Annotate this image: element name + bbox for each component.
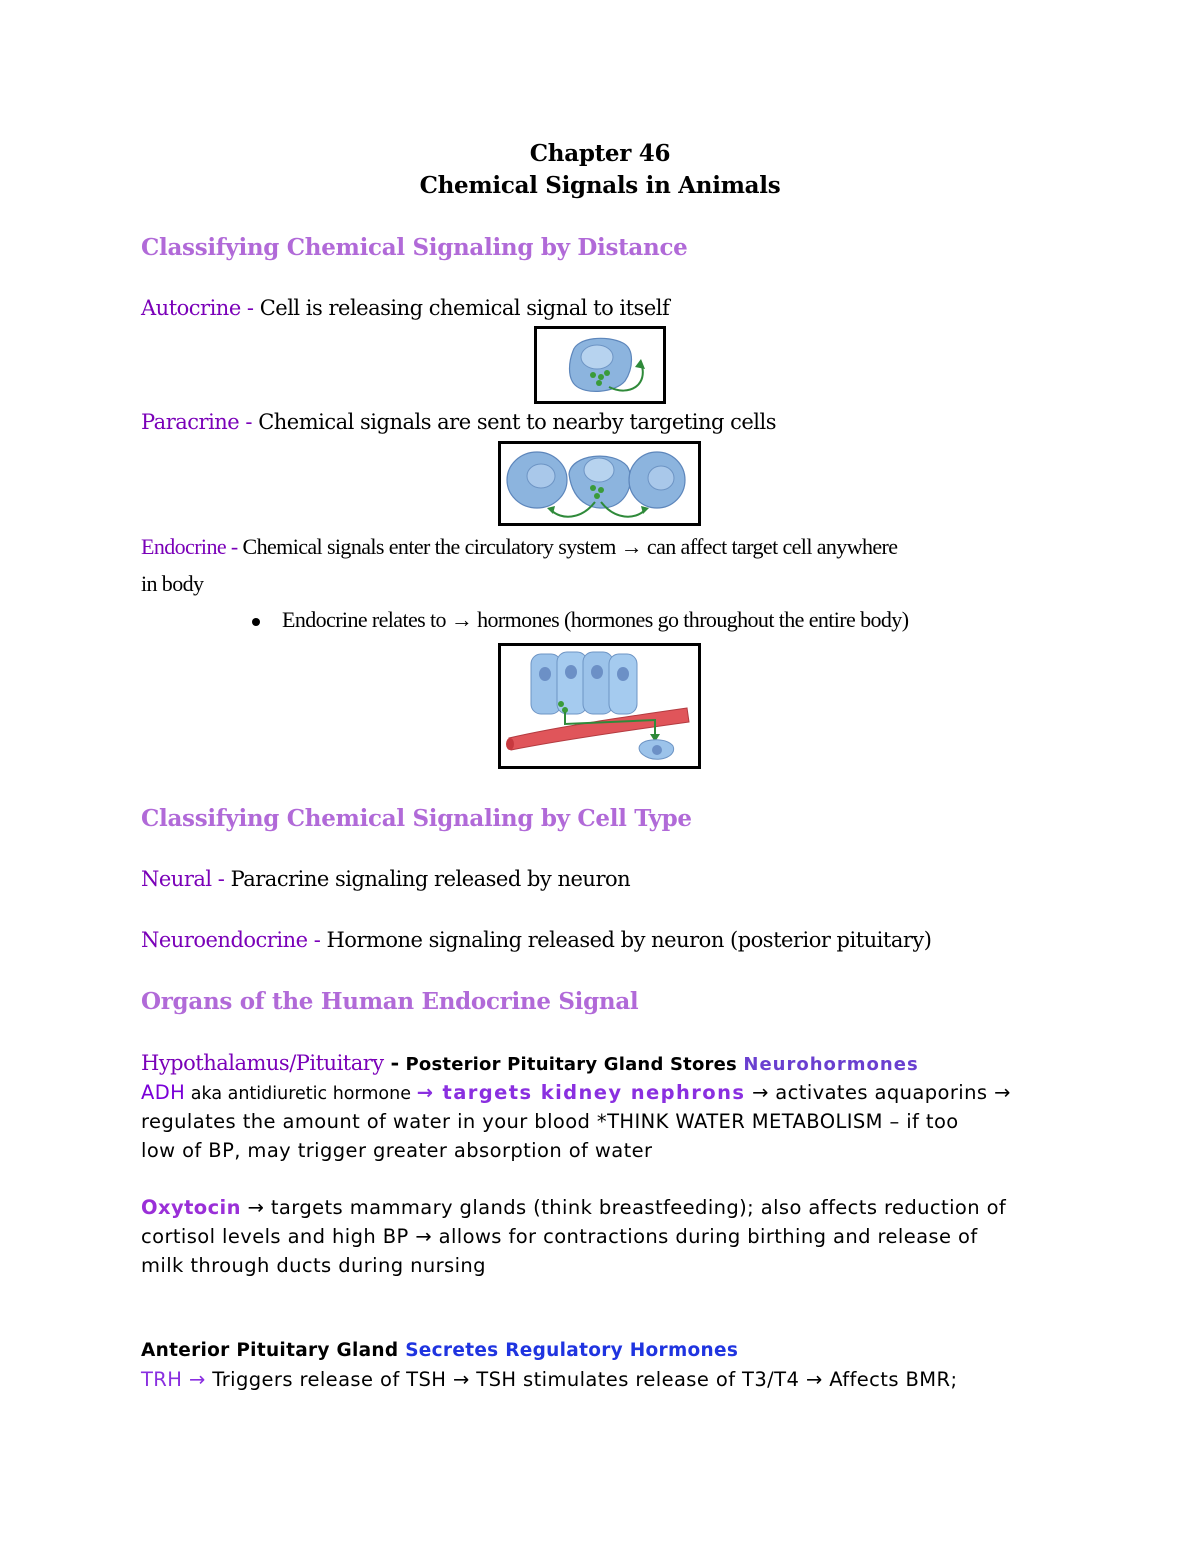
bullet-icon xyxy=(252,618,260,626)
paracrine-definition xyxy=(141,410,776,434)
oxytocin-line1 xyxy=(141,1196,1006,1219)
section-heading-distance: Classifying Chemical Signaling by Distance xyxy=(141,234,688,261)
separator: - xyxy=(240,296,260,320)
trh-line xyxy=(141,1368,957,1391)
term-endocrine: Endocrine xyxy=(141,534,227,559)
adh-target: → targets kidney nephrons xyxy=(416,1081,746,1104)
hypothalamus-desc: Posterior Pituitary Gland Stores xyxy=(405,1054,744,1075)
anterior-pituitary-line xyxy=(141,1340,738,1361)
term-oxytocin: Oxytocin xyxy=(141,1196,241,1219)
section-heading-cell-type: Classifying Chemical Signaling by Cell Type xyxy=(141,805,692,832)
term-adh: ADH xyxy=(141,1081,186,1104)
separator: - xyxy=(239,410,259,434)
term-paracrine: Paracrine xyxy=(141,410,240,434)
separator: - xyxy=(307,928,327,952)
separator: - xyxy=(226,534,243,559)
endocrine-text-line1: Chemical signals enter the circulatory system → can affect target cell anywhere xyxy=(242,534,898,559)
endocrine-bullet-text: Endocrine relates to → hormones (hormones go throughout the entire body) xyxy=(282,607,909,632)
endocrine-text-line2: in body xyxy=(141,571,204,596)
adh-rest-line1: → activates aquaporins → xyxy=(745,1081,1011,1104)
trh-text: Triggers release of TSH → TSH stimulates release of T3/T4 → Affects BMR; xyxy=(205,1368,958,1391)
oxytocin-text-line1: → targets mammary glands (think breastfeeding); also affects reduction of xyxy=(240,1196,1007,1219)
adh-line2: regulates the amount of water in your blood *THINK WATER METABOLISM – if too xyxy=(141,1110,959,1133)
neural-text: Paracrine signaling released by neuron xyxy=(230,867,631,891)
separator: - xyxy=(211,867,231,891)
autocrine-cell-illustration xyxy=(537,329,663,401)
neuroendocrine-text: Hormone signaling released by neuron (posterior pituitary) xyxy=(326,928,932,952)
paracrine-text: Chemical signals are sent to nearby targeting cells xyxy=(258,410,776,434)
neurohormones-highlight: Neurohormones xyxy=(743,1054,919,1075)
anterior-label: Anterior Pituitary Gland xyxy=(141,1340,406,1361)
adh-line1 xyxy=(141,1081,1011,1104)
autocrine-text: Cell is releasing chemical signal to itself xyxy=(259,296,670,320)
term-hypothalamus: Hypothalamus/Pituitary xyxy=(141,1051,384,1075)
autocrine-figure xyxy=(534,326,666,404)
endocrine-figure xyxy=(498,643,701,769)
oxytocin-line3: milk through ducts during nursing xyxy=(141,1254,486,1277)
autocrine-definition xyxy=(141,296,669,320)
oxytocin-line2: cortisol levels and high BP → allows for contractions during birthing and release of xyxy=(141,1225,978,1248)
page-subtitle: Chemical Signals in Animals xyxy=(419,172,781,199)
term-neural: Neural xyxy=(141,867,212,891)
paracrine-cell-illustration xyxy=(501,444,698,523)
separator: - xyxy=(383,1050,406,1075)
anterior-highlight: Secretes Regulatory Hormones xyxy=(405,1340,739,1361)
page-title: Chapter 46 xyxy=(529,140,671,167)
neural-definition xyxy=(141,867,630,891)
endocrine-definition xyxy=(141,534,897,560)
term-neuroendocrine: Neuroendocrine xyxy=(141,928,308,952)
neuroendocrine-definition xyxy=(141,928,931,952)
section-heading-organs: Organs of the Human Endocrine Signal xyxy=(141,988,639,1015)
term-trh: TRH → xyxy=(141,1368,206,1391)
adh-aka: aka antidiuretic hormone xyxy=(185,1084,417,1104)
paracrine-figure xyxy=(498,441,701,526)
adh-line3: low of BP, may trigger greater absorption of water xyxy=(141,1139,653,1162)
hypothalamus-line xyxy=(141,1050,919,1076)
endocrine-cell-illustration xyxy=(501,646,698,766)
term-autocrine: Autocrine xyxy=(141,296,241,320)
